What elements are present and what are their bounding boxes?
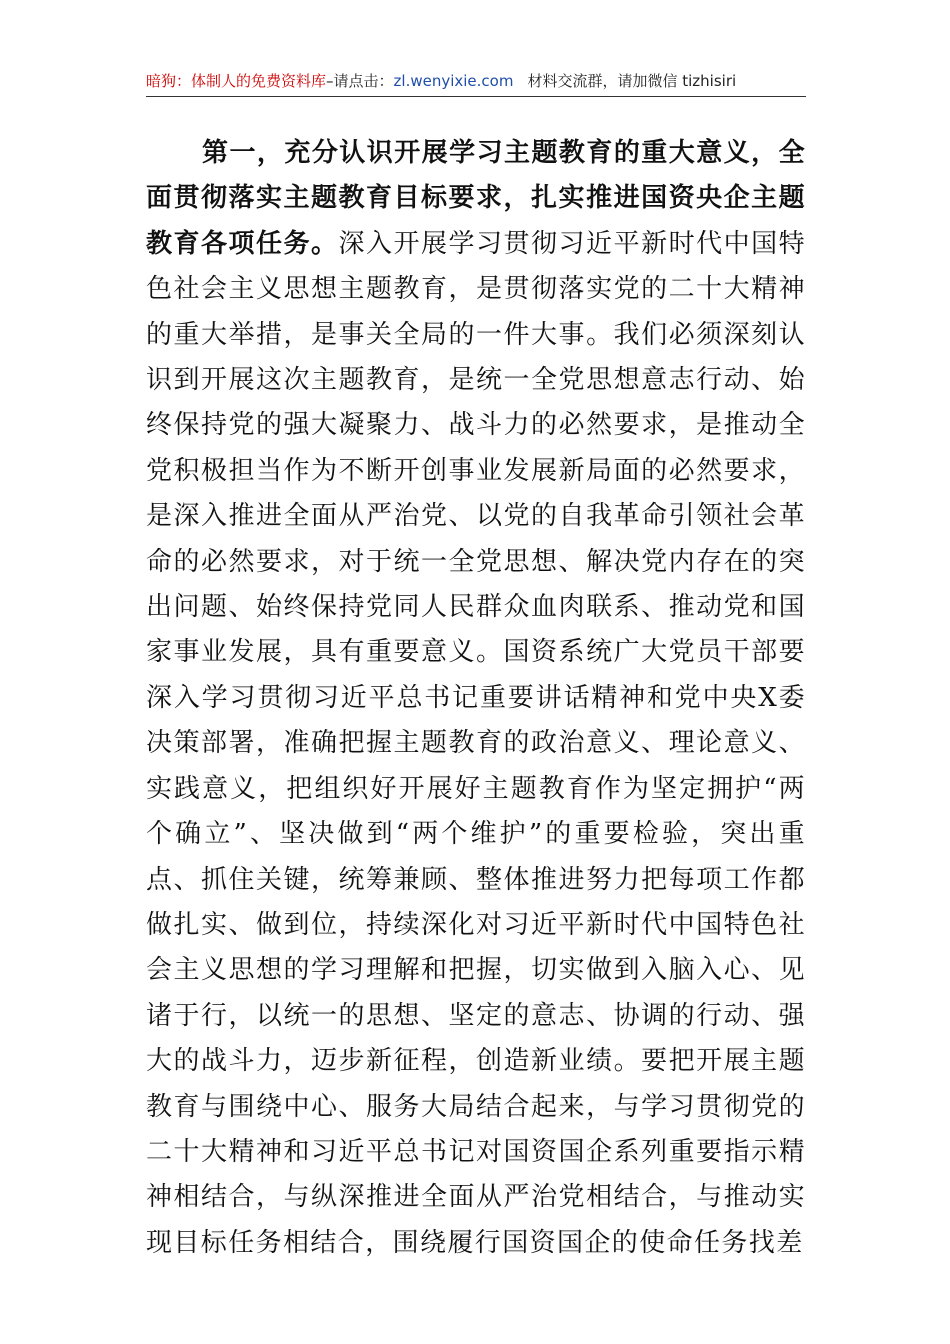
section-heading: 第一，充分认识开展学习主题教育的重大意义，全面贯彻落实主题教育目标要求，扎实推进国资央企主题教育各项任务。 (146, 138, 806, 259)
header-url-link[interactable]: zl.wenyixie.com (393, 72, 514, 90)
document-body (146, 131, 806, 1266)
header-library-name: 暗狗：体制人的免费资料库 (146, 72, 327, 90)
body-paragraph: 深入开展学习贯彻习近平新时代中国特色社会主义思想主题教育，是贯彻落实党的二十大精神的重大举措，是事关全局的一件大事。我们必须深刻认识到开展这次主题教育，是统一全党思想意志行动、始终保持党的强大凝聚力、战斗力的必然要求，是推动全党积极担当作为不断开创事业发展新局面的必然要求，是深入推进全面从严治党、以党的自我革命引领社会革命的必然要求，对于统一全党思想、解决党内存在的突出问题、始终保持党同人民群众血肉联系、推动党和国家事业发展，具有重要意义。国资系统广大党员干部要深入学习贯彻习近平总书记重要讲话精神和党中央X委决策部署，准确把握主题教育的政治意义、理论意义、实践意义，把组织好开展好主题教育作为坚定拥护“两个确立”、坚决做到“两个维护”的重要检验，突出重点、抓住关键，统筹兼顾、整体推进努力把每项工作都做扎实、做到位，持续深化对习近平新时代中国特色社会主义思想的学习理解和把握，切实做到入脑入心、见诸于行，以统一的思想、坚定的意志、协调的行动、强大的战斗力，迈步新征程，创造新业绩。要把开展主题教育与围绕中心、服务大局结合起来，与学习贯彻党的二十大精神和习近平总书记对国资国企系列重要指示精神相结合，与纵深推进全面从严治党相结合，与推动实现目标任务相结合，围绕履行国资国企的使命任务找差 (146, 228, 806, 1258)
page-header (146, 66, 806, 96)
header-divider (146, 96, 806, 97)
header-wechat-note: 材料交流群，请加微信 tizhisiri (527, 72, 737, 90)
header-click-prompt: –请点击： (326, 72, 394, 90)
